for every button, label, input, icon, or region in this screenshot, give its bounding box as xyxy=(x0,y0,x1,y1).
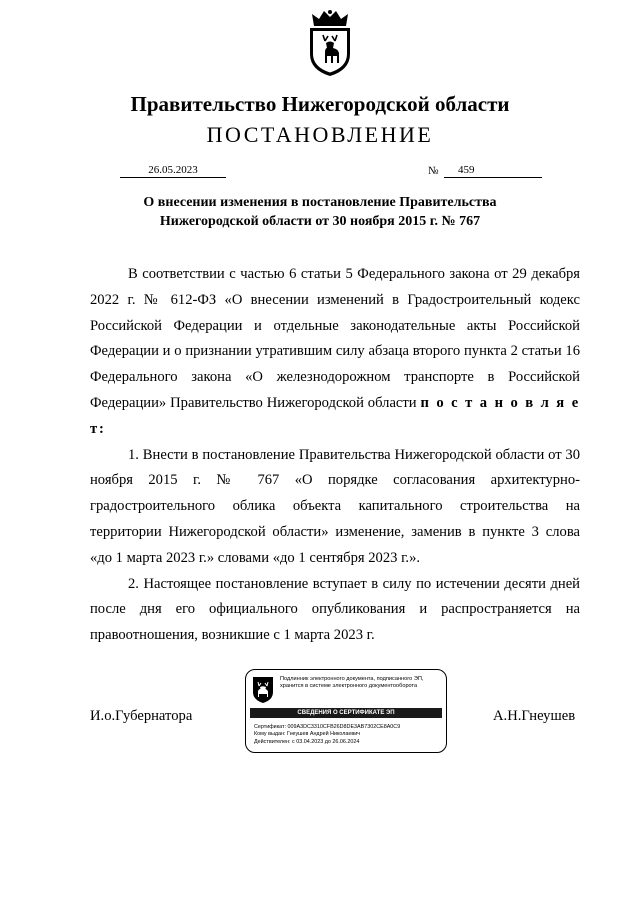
government-name: Правительство Нижегородской области xyxy=(130,92,510,116)
certificate-title: СВЕДЕНИЯ О СЕРТИФИКАТЕ ЭП xyxy=(250,708,442,718)
number-sign: № xyxy=(428,165,439,177)
signatory-position: И.о.Губернатора xyxy=(90,708,193,724)
resolves-word: п о с т а н о в л я е т: xyxy=(90,394,580,437)
signature-note xyxy=(280,676,440,690)
document-date: 26.05.2023 xyxy=(120,163,226,178)
document-body xyxy=(90,262,580,649)
document-subject xyxy=(100,193,540,231)
certificate-serial: Сертификат: 009A3DC3310CFB26D8DE3AB7302CE8A0C9 xyxy=(254,724,401,730)
item-2-paragraph: 2. Настоящее постановление вступает в силу по истечении десяти дней после дня его официального опубликования и распространяется на правоотношения, возникшие с 1 марта 2023 г. xyxy=(90,575,580,644)
certificate-details xyxy=(254,724,400,746)
electronic-signature-stamp xyxy=(245,669,447,753)
coat-of-arms-icon xyxy=(252,676,274,704)
certificate-validity: Действителен: с 03.04.2023 до 26.06.2024 xyxy=(254,738,360,745)
preamble-text: В соответствии с частью 6 статьи 5 Федерального закона от 29 декабря 2022 г. № 612-ФЗ «О внесении изменений в Градостроительный кодекс Российской Федерации и отдельные законодательные акты Российской Федерации и о признании утратившим силу абзаца второго пункта 2 статьи 16 Федерального закона «О железнодорожном транспорте в Российской Федерации» Правительство Нижегородской области xyxy=(90,266,580,411)
preamble-paragraph xyxy=(90,262,580,443)
signatory-name: А.Н.Гнеушев xyxy=(493,708,576,724)
document-type: ПОСТАНОВЛЕНИЕ xyxy=(206,122,434,147)
document-number: 459 xyxy=(444,163,542,178)
note-line: хранится в системе электронного документооборота xyxy=(280,683,418,689)
note-line: Подлинник электронного документа, подписанного ЭП, xyxy=(280,676,424,682)
subject-line: О внесении изменения в постановление Правительства xyxy=(143,195,497,210)
item-1-paragraph: 1. Внести в постановление Правительства Нижегородской области от 30 ноября 2015 г. № 767 «О порядке согласования архитектурно-градостроительного облика объекта капитального строительства на территории Нижегородской области» изменение, заменив в пункте 3 слова «до 1 марта 2023 г.» словами «до 1 сентября 2023 г.». xyxy=(90,446,580,566)
coat-of-arms-icon xyxy=(304,8,356,78)
certificate-owner: Кому выдан: Гнеушев Андрей Николаевич xyxy=(254,731,361,738)
subject-line: Нижегородской области от 30 ноября 2015 г. № 767 xyxy=(159,214,481,229)
